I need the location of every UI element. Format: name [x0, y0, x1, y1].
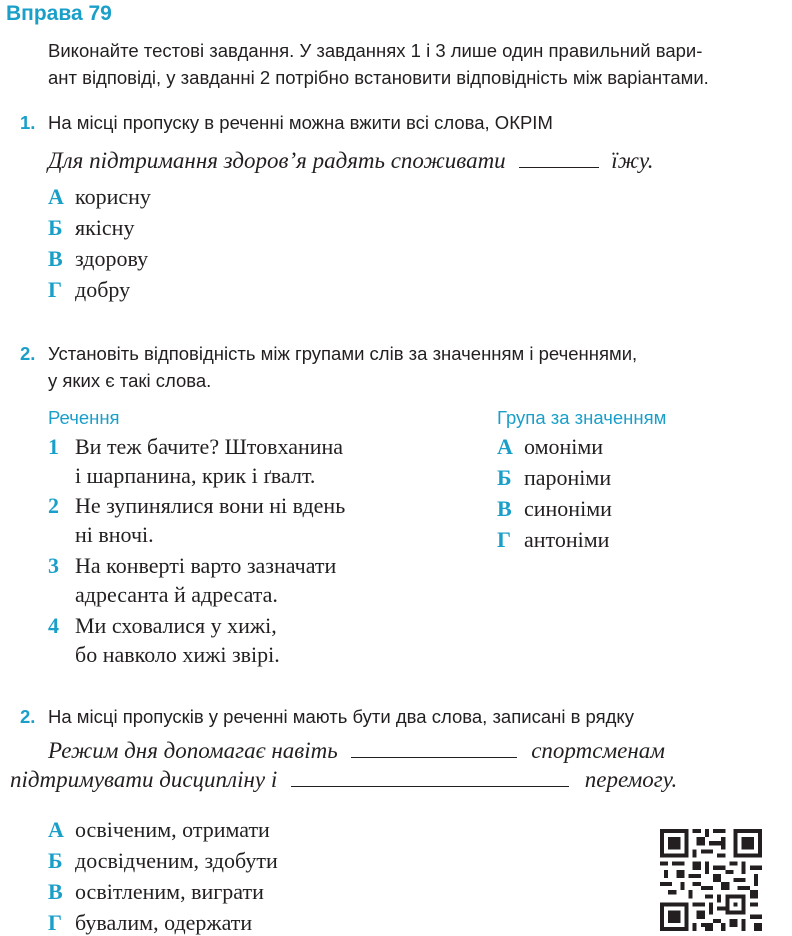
q2-sentence-line-1: Ми сховалися у хижі, [75, 613, 277, 638]
q1-option-text: здорову [75, 246, 149, 271]
q3-option-letter: А [48, 817, 64, 842]
q3-sentence-part-4: перемогу. [584, 767, 678, 792]
q3-option-letter: В [48, 879, 63, 904]
q3-sentence-part-1: Режим дня допомагає навіть [48, 738, 338, 763]
q2-left-header: Речення [48, 407, 120, 428]
instructions-line-2: ант відповіді, у завданні 2 потрібно встановити відповідність між варіантами. [48, 67, 709, 88]
q2-sentence-line-2: адресанта й адресата. [75, 582, 278, 607]
q2-group-text: пароніми [524, 465, 612, 490]
q2-group [497, 496, 612, 522]
q2-group-letter: В [497, 496, 512, 521]
q2-sentence-line-1: Ви теж бачите? Штовханина [75, 434, 344, 459]
q1-option [48, 184, 151, 210]
q2-sentence [48, 613, 277, 639]
q3-number: 2. [20, 706, 36, 727]
q2-group-letter: Г [497, 527, 511, 552]
q1-sentence-before: Для підтримання здоров’я радять споживати [48, 148, 506, 173]
q3-option [48, 817, 270, 843]
q2-sentence-line-2: ні вночі. [75, 522, 154, 547]
q1-option [48, 277, 130, 303]
q3-option-text: досвідченим, здобути [75, 848, 278, 873]
exercise-title: Вправа 79 [6, 2, 112, 25]
q1-option [48, 246, 148, 272]
q3-blank-2 [291, 784, 569, 787]
q1-sentence [48, 148, 653, 174]
q3-option [48, 879, 264, 905]
q1-blank [519, 165, 599, 168]
q3-option-text: освіченим, отримати [75, 817, 270, 842]
q3-option [48, 910, 252, 936]
q2-group [497, 527, 609, 553]
q1-option-text: добру [75, 277, 131, 302]
q3-sentence-line-1 [48, 738, 665, 764]
q2-group-letter: А [497, 434, 513, 459]
q2-group-text: омоніми [524, 434, 604, 459]
q2-group-letter: Б [497, 465, 512, 490]
q3-prompt: На місці пропусків у реченні мають бути два слова, записані в рядку [48, 706, 634, 727]
q1-option-text: якісну [75, 215, 135, 240]
q2-sentence-line-1: Не зупинялися вони ні вдень [75, 493, 346, 518]
instructions-line-1: Виконайте тестові завдання. У завданнях 1 і 3 лише один правильний вари- [48, 40, 703, 61]
q2-sentence-line-1: На конверті варто зазначати [75, 553, 337, 578]
qr-code-icon [660, 829, 762, 931]
q3-option-text: бувалим, одержати [75, 910, 253, 935]
q2-sentence [48, 493, 345, 519]
q2-group [497, 434, 603, 460]
q3-option-letter: Г [48, 910, 62, 935]
q3-option-letter: Б [48, 848, 63, 873]
q2-group-text: синоніми [524, 496, 612, 521]
q1-number: 1. [20, 112, 36, 133]
q1-prompt: На місці пропуску в реченні можна вжити всі слова, ОКРІМ [48, 112, 553, 133]
q2-sentence-line-2: бо навколо хижі звірі. [75, 642, 280, 667]
q3-blank-1 [351, 755, 517, 758]
q2-sentence [48, 553, 336, 579]
q2-group-text: антоніми [524, 527, 610, 552]
q1-option [48, 215, 134, 241]
q1-option-letter: А [48, 184, 64, 209]
q2-prompt-line-1: Установіть відповідність між групами слів за значенням і реченнями, [48, 343, 638, 364]
q1-option-text: корисну [75, 184, 151, 209]
q2-sentence-number: 3 [48, 553, 59, 578]
q2-number: 2. [20, 343, 36, 364]
q3-sentence-line-2 [10, 767, 677, 793]
q3-sentence-part-2: спортсменам [531, 738, 665, 763]
q1-option-letter: В [48, 246, 63, 271]
q1-sentence-after: їжу. [611, 148, 654, 173]
q2-right-header: Група за значенням [497, 407, 667, 428]
q3-option-text: освітленим, виграти [75, 879, 264, 904]
q2-prompt-line-2: у яких є такі слова. [48, 370, 212, 391]
q2-sentence-number: 4 [48, 613, 59, 638]
q2-sentence [48, 434, 343, 460]
q2-group [497, 465, 611, 491]
q1-option-letter: Б [48, 215, 63, 240]
q2-sentence-number: 1 [48, 434, 59, 459]
q3-sentence-part-3: підтримувати дисципліну і [10, 767, 278, 792]
q2-sentence-number: 2 [48, 493, 59, 518]
q2-sentence-line-2: і шарпанина, крик і ґвалт. [75, 463, 316, 488]
q1-option-letter: Г [48, 277, 62, 302]
q3-option [48, 848, 278, 874]
